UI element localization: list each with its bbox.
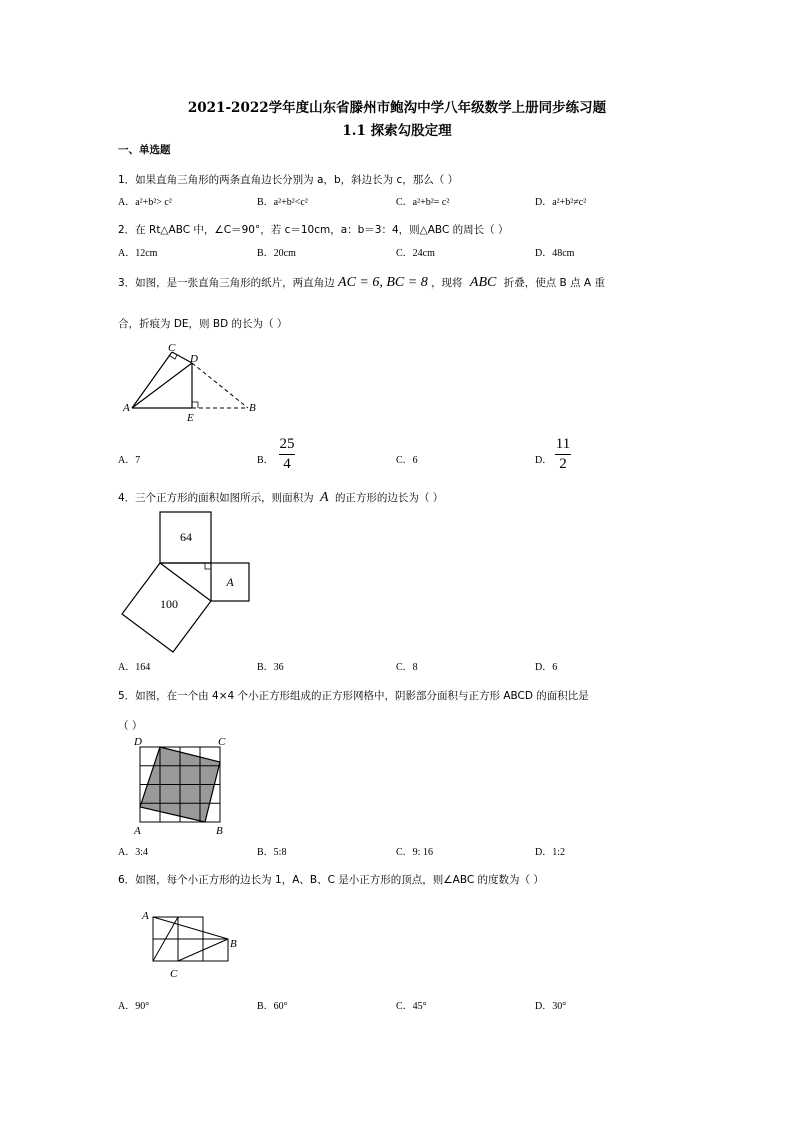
q3-label-a: A <box>123 402 130 414</box>
q1-option-a: A．a²+b²> c² <box>118 197 172 208</box>
q4-option-b: B．36 <box>257 662 284 673</box>
q3-option-d-prefix: D． <box>535 455 553 466</box>
question-2-text: 2．在 Rt△ABC 中，∠C＝90°，若 c＝10cm，a：b＝3：4，则△ABC 的周长（ ） <box>118 224 509 236</box>
q4-squares-figure <box>115 505 265 655</box>
q5-grid-figure <box>130 735 240 840</box>
q5-option-d: D．1:2 <box>535 847 565 858</box>
q3-label-b: B <box>249 402 256 414</box>
q4-label-64: 64 <box>180 530 192 544</box>
question-5-text: 5．如图，在一个由 4×4 个小正方形组成的正方形网格中，阴影部分面积与正方形 ABCD 的面积比是 <box>118 690 589 702</box>
q4-label-a: A <box>226 575 234 589</box>
q3-math-triangle: ABC <box>469 275 497 290</box>
q3-option-b-denominator: 4 <box>283 456 291 472</box>
q5-option-c: C．9: 16 <box>396 847 433 858</box>
q2-option-d: D．48cm <box>535 248 575 259</box>
q3-math-sides: AC = 6, BC = 8 <box>338 275 428 290</box>
q3-option-a: A．7 <box>118 455 141 466</box>
q3-label-e: E <box>187 412 194 424</box>
q1-option-b: B．a²+b²<c² <box>257 197 308 208</box>
q4-text-part-a: 4．三个正方形的面积如图所示，则面积为 <box>118 492 314 504</box>
document-subtitle: 1.1 探索勾股定理 <box>342 123 452 139</box>
q4-label-100: 100 <box>160 597 178 611</box>
q3-text-part-c: 折叠，使点 B 点 A 重 <box>503 277 605 289</box>
q4-math-a: A <box>320 490 329 505</box>
q2-option-a: A．12cm <box>118 248 158 259</box>
q6-label-a: A <box>142 910 149 922</box>
q6-option-c: C．45° <box>396 1001 427 1012</box>
q4-option-c: C．8 <box>396 662 418 673</box>
q3-option-c: C．6 <box>396 455 418 466</box>
q4-option-d: D．6 <box>535 662 558 673</box>
q6-option-b: B．60° <box>257 1001 288 1012</box>
question-1-text: 1．如果直角三角形的两条直角边长分别为 a，b，斜边长为 c，那么（ ） <box>118 174 459 186</box>
q3-label-c: C <box>168 342 176 354</box>
q5-label-a: A <box>134 825 141 837</box>
q2-option-b: B．20cm <box>257 248 296 259</box>
q5-label-d: D <box>134 736 142 748</box>
q4-option-a: A．164 <box>118 662 151 673</box>
q2-option-c: C．24cm <box>396 248 435 259</box>
q5-label-c: C <box>218 736 226 748</box>
q6-label-c: C <box>170 968 178 980</box>
section-heading: 一、单选题 <box>118 144 171 156</box>
q6-option-d: D．30° <box>535 1001 567 1012</box>
q3-option-b-numerator: 25 <box>279 436 295 452</box>
q6-grid-figure <box>140 905 250 985</box>
q1-option-c: C．a²+b²= c² <box>396 197 450 208</box>
question-3-line2: 合，折痕为 DE，则 BD 的长为（ ） <box>118 318 288 330</box>
question-5-line2: （ ） <box>118 720 143 732</box>
question-6-text: 6．如图，每个小正方形的边长为 1，A、B、C 是小正方形的顶点，则∠ABC 的度数为（ ） <box>118 874 544 886</box>
q6-option-a: A．90° <box>118 1001 150 1012</box>
q3-option-d-denominator: 2 <box>559 456 567 472</box>
q3-text-part-b: ，现将 <box>431 277 463 289</box>
q3-option-b-prefix: B． <box>257 455 274 466</box>
q6-label-b: B <box>230 938 237 950</box>
q4-text-part-b: 的正方形的边长为（ ） <box>334 492 444 504</box>
q5-option-b: B．5:8 <box>257 847 287 858</box>
question-4-text <box>118 490 443 506</box>
q1-option-d: D．a²+b²≠c² <box>535 197 587 208</box>
q5-option-a: A．3:4 <box>118 847 148 858</box>
document-title: 2021-2022学年度山东省滕州市鲍沟中学八年级数学上册同步练习题 <box>187 100 607 116</box>
q3-option-d-fraction <box>555 436 571 473</box>
question-3-text <box>118 275 605 291</box>
q3-option-d-numerator: 11 <box>555 436 571 452</box>
q3-label-d: D <box>190 353 198 365</box>
q3-triangle-figure <box>120 340 280 425</box>
q3-option-b-fraction <box>279 436 295 473</box>
q3-text-part-a: 3．如图，是一张直角三角形的纸片，两直角边 <box>118 277 335 289</box>
q5-label-b: B <box>216 825 223 837</box>
